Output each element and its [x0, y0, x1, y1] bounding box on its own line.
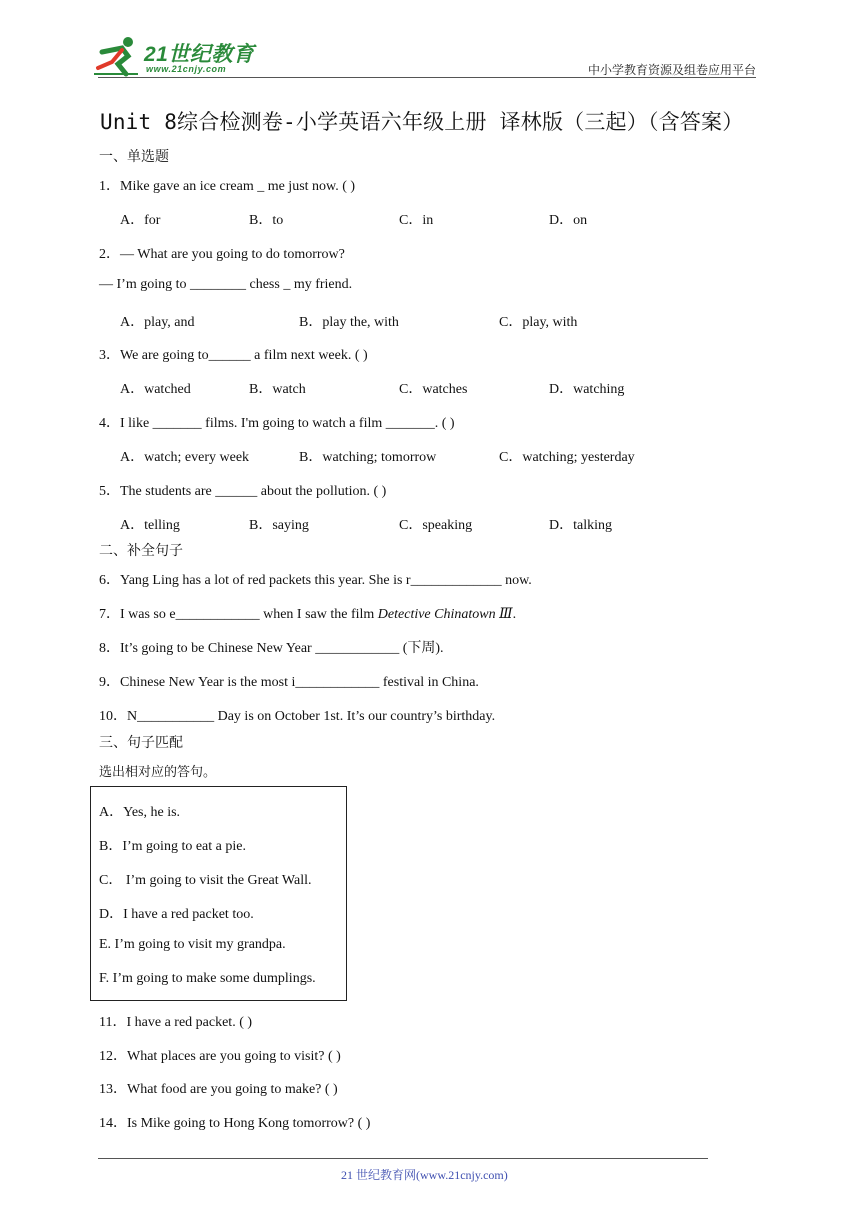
- q5-option-d: D．talking: [549, 518, 612, 533]
- q4-option-b: B．watching; tomorrow: [299, 450, 437, 465]
- q1-option-a: A．for: [120, 213, 161, 228]
- section-heading-single-choice: 一、单选题: [99, 149, 169, 165]
- footer-divider: [98, 1158, 708, 1159]
- question-2-line-2: — I’m going to ________ chess _ my friend.: [99, 277, 353, 292]
- site-logo: [92, 34, 262, 78]
- footer-link[interactable]: 21 世纪教育网(www.21cnjy.com): [341, 1168, 508, 1182]
- question-10: 10．N___________ Day is on October 1st. It’s our country’s birthday.: [99, 709, 496, 724]
- q4-option-a: A．watch; every week: [120, 450, 250, 465]
- question-6: 6．Yang Ling has a lot of red packets this year. She is r_____________ now.: [99, 573, 532, 588]
- q3-option-d: D．watching: [549, 382, 625, 397]
- question-14: 14．Is Mike going to Hong Kong tomorrow? ( ): [99, 1116, 371, 1131]
- question-3: 3．We are going to______ a film next week. ( ): [99, 348, 368, 363]
- q1-option-c: C．in: [399, 213, 434, 228]
- q2-option-c: C．play, with: [499, 315, 578, 330]
- section-heading-sentence-matching: 三、句子匹配: [99, 735, 183, 751]
- match-option-f: F. I’m going to make some dumplings.: [99, 971, 316, 986]
- matching-instruction: 选出相对应的答句。: [99, 765, 217, 780]
- q1-option-b: B．to: [249, 213, 284, 228]
- match-option-d: D．I have a red packet too.: [99, 907, 254, 922]
- q3-option-b: B．watch: [249, 382, 306, 397]
- question-2-line-1: 2．— What are you going to do tomorrow?: [99, 247, 345, 262]
- q5-option-b: B．saying: [249, 518, 309, 533]
- question-4: 4．I like _______ films. I'm going to watch a film _______. ( ): [99, 416, 455, 431]
- logo-text: 21世纪教育: [144, 43, 255, 66]
- match-option-e: E. I’m going to visit my grandpa.: [99, 937, 286, 952]
- q7-film-title: Detective Chinatown Ⅲ: [377, 607, 513, 622]
- q3-option-a: A．watched: [120, 382, 191, 397]
- page-title: Unit 8综合检测卷-小学英语六年级上册 译林版（三起）（含答案）: [100, 110, 744, 134]
- match-option-c: C． I’m going to visit the Great Wall.: [99, 873, 312, 888]
- q4-option-c: C．watching; yesterday: [499, 450, 635, 465]
- q2-option-b: B．play the, with: [299, 315, 399, 330]
- q7-text-after: .: [512, 607, 517, 622]
- match-option-a: A．Yes, he is.: [99, 805, 181, 820]
- header-divider: [98, 77, 756, 78]
- logo-url: www.21cnjy.com: [146, 64, 227, 74]
- question-7: [99, 603, 516, 623]
- q5-option-c: C．speaking: [399, 518, 473, 533]
- question-1: 1．Mike gave an ice cream _ me just now. ( ): [99, 179, 356, 194]
- header-platform-text: 中小学教育资源及组卷应用平台: [587, 63, 756, 77]
- q1-option-d: D．on: [549, 213, 588, 228]
- question-5: 5．The students are ______ about the pollution. ( ): [99, 484, 387, 499]
- question-12: 12．What places are you going to visit? ( ): [99, 1049, 341, 1064]
- runner-icon: [92, 34, 144, 78]
- question-8: 8．It’s going to be Chinese New Year ____________ (下周).: [99, 641, 444, 656]
- match-option-b: B．I’m going to eat a pie.: [99, 839, 246, 854]
- q5-option-a: A．telling: [120, 518, 180, 533]
- question-13: 13．What food are you going to make? ( ): [99, 1082, 338, 1097]
- section-heading-complete-sentences: 二、补全句子: [99, 543, 183, 559]
- question-11: 11．I have a red packet. ( ): [99, 1015, 253, 1030]
- q2-option-a: A．play, and: [120, 315, 195, 330]
- question-9: 9．Chinese New Year is the most i____________ festival in China.: [99, 675, 479, 690]
- q7-text-before: 7．I was so e____________ when I saw the film: [99, 607, 378, 622]
- q3-option-c: C．watches: [399, 382, 468, 397]
